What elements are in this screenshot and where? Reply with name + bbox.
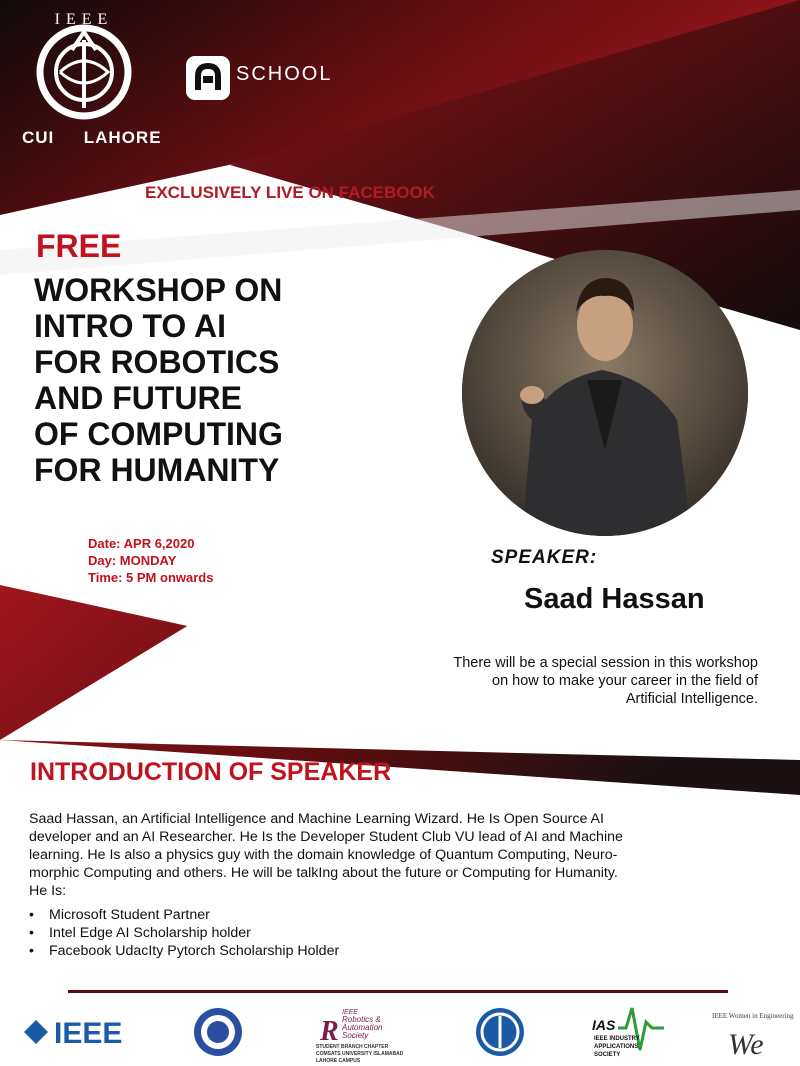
title-line: FOR HUMANITY bbox=[34, 452, 280, 488]
svg-text:Society: Society bbox=[342, 1031, 369, 1040]
title-line: OF COMPUTING bbox=[34, 416, 283, 452]
speaker-label: SPEAKER: bbox=[491, 547, 598, 568]
title-line: WORKSHOP ON bbox=[34, 272, 283, 308]
svg-text:We: We bbox=[728, 1028, 764, 1061]
sponsor-logos bbox=[0, 998, 800, 1066]
svg-text:IEEE Women in Engineering: IEEE Women in Engineering bbox=[712, 1012, 794, 1020]
intro-heading: INTRODUCTION OF SPEAKER bbox=[30, 758, 392, 786]
list-item: • Intel Edge AI Scholarship holder bbox=[29, 925, 251, 941]
logo-caption bbox=[22, 128, 162, 148]
svg-text:IAS: IAS bbox=[592, 1017, 616, 1033]
session-line: Artificial Intelligence. bbox=[625, 691, 758, 707]
live-tagline: EXCLUSIVELY LIVE ON FACEBOOK bbox=[145, 183, 436, 202]
svg-text:SOCIETY: SOCIETY bbox=[594, 1052, 621, 1058]
ieee-ras-logo-icon bbox=[316, 1009, 404, 1064]
ieee-ias-logo-icon bbox=[592, 1008, 664, 1058]
ieee-logo-icon bbox=[24, 1017, 122, 1050]
intro-paragraph bbox=[29, 810, 774, 900]
title-line: INTRO TO AI bbox=[34, 308, 226, 344]
school-logo-icon bbox=[186, 56, 230, 100]
svg-text:Automation: Automation bbox=[342, 1023, 383, 1032]
speaker-photo bbox=[462, 250, 748, 536]
session-line: There will be a special session in this workshop bbox=[453, 655, 758, 671]
ieee-cui-lahore-logo-icon bbox=[22, 10, 152, 120]
svg-text:IEEE: IEEE bbox=[342, 1009, 358, 1016]
free-label: FREE bbox=[36, 228, 122, 264]
speaker-name: Saad Hassan bbox=[524, 583, 705, 615]
svg-text:IEEE: IEEE bbox=[54, 1017, 123, 1050]
intro-line: Saad Hassan, an Artificial Intelligence and Machine Learning Wizard. He Is Open Source AI bbox=[29, 811, 604, 827]
achievement-list bbox=[29, 906, 339, 960]
comsats-university-seal-icon bbox=[194, 1008, 242, 1056]
list-item: • Facebook UdacIty Pytorch Scholarship Holder bbox=[29, 943, 340, 959]
svg-text:Robotics &: Robotics & bbox=[342, 1015, 381, 1024]
event-date: Date: APR 6,2020 bbox=[88, 536, 195, 551]
svg-text:IEEE INDUSTRY: IEEE INDUSTRY bbox=[594, 1036, 640, 1042]
intro-line: morphic Computing and others. He will be talkIng about the future or Computing for Humanity. bbox=[29, 865, 618, 881]
logo-caption-lahore: LAHORE bbox=[83, 128, 162, 147]
list-item: • Microsoft Student Partner bbox=[29, 907, 210, 923]
ieee-cui-lahore-seal-icon bbox=[476, 1008, 524, 1056]
svg-text:COMSATS UNIVERSITY ISLAMABAD: COMSATS UNIVERSITY ISLAMABAD bbox=[316, 1051, 404, 1057]
ieee-wie-logo-icon bbox=[712, 1012, 794, 1061]
workshop-title bbox=[34, 272, 394, 488]
title-line: AND FUTURE bbox=[34, 380, 242, 416]
svg-text:R: R bbox=[320, 1016, 339, 1047]
event-details bbox=[88, 535, 213, 586]
svg-text:IEEE: IEEE bbox=[54, 11, 114, 28]
intro-line: learning. He Is also a physics guy with the domain knowledge of Quantum Computing, Neuro- bbox=[29, 847, 618, 863]
intro-line: developer and an AI Researcher. He Is the Developer Student Club VU lead of AI and Machine bbox=[29, 829, 623, 845]
svg-text:APPLICATIONS: APPLICATIONS bbox=[594, 1044, 639, 1050]
logo-caption-cui: CUI bbox=[22, 128, 55, 147]
session-line: on how to make your career in the field of bbox=[492, 673, 758, 689]
title-line: FOR ROBOTICS bbox=[34, 344, 280, 380]
event-time: Time: 5 PM onwards bbox=[88, 570, 214, 585]
session-note bbox=[360, 654, 758, 708]
footer-divider bbox=[68, 990, 728, 993]
svg-text:STUDENT BRANCH CHAPTER: STUDENT BRANCH CHAPTER bbox=[316, 1044, 389, 1050]
event-day: Day: MONDAY bbox=[88, 553, 177, 568]
school-label: SCHOOL bbox=[236, 63, 333, 85]
svg-text:LAHORE CAMPUS: LAHORE CAMPUS bbox=[316, 1058, 361, 1064]
intro-line: He Is: bbox=[29, 883, 67, 899]
